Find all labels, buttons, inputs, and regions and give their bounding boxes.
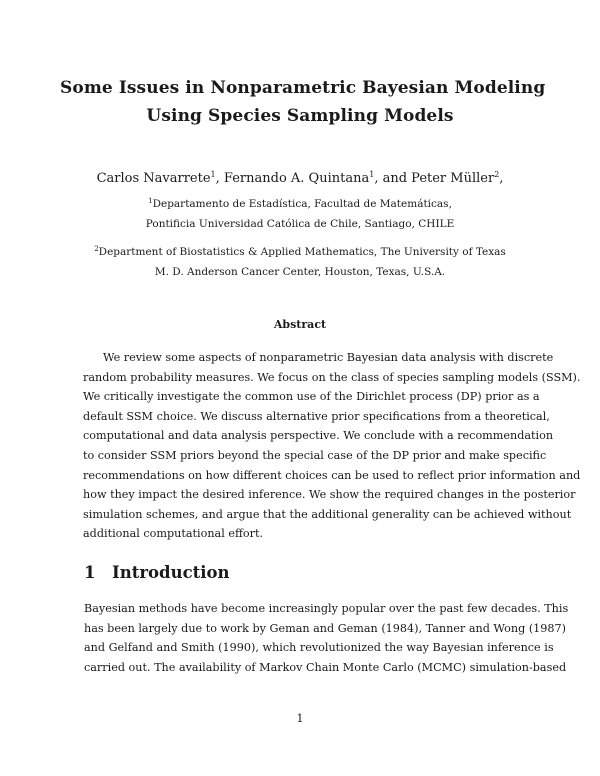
title-line-2: Using Species Sampling Models <box>146 106 454 126</box>
affiliation-1 <box>60 194 540 234</box>
author-separator: , and <box>374 171 412 186</box>
affiliation-mark: 1 <box>369 170 375 179</box>
author-name: Carlos Navarrete <box>96 171 211 186</box>
author-name: Peter Müller <box>411 171 495 186</box>
page-number: 1 <box>296 712 304 725</box>
section-number: 1 <box>84 563 96 582</box>
abstract-line: random probability measures. We focus on the class of species sampling models (SSM). <box>83 370 581 384</box>
author-separator: , <box>215 171 224 186</box>
affiliation-line: M. D. Anderson Cancer Center, Houston, Texas, U.S.A. <box>154 266 446 278</box>
introduction-body <box>84 599 569 677</box>
abstract-body <box>83 348 581 544</box>
abstract-heading: Abstract <box>273 318 327 331</box>
affiliation-mark: 1 <box>210 170 216 179</box>
affiliation-line: Pontificia Universidad Católica de Chile, Santiago, CHILE <box>145 218 455 230</box>
affiliation-mark: 1 <box>148 197 153 205</box>
abstract-line: additional computational effort. <box>83 527 264 541</box>
title-line-1: Some Issues in Nonparametric Bayesian Modeling <box>60 78 546 98</box>
affiliation-mark: 2 <box>94 245 99 253</box>
affiliation-text: Department of Biostatistics & Applied Mathematics, The University of Texas <box>98 246 506 258</box>
abstract-line: simulation schemes, and argue that the additional generality can be achieved without <box>83 507 572 521</box>
abstract-line: default SSM choice. We discuss alternative prior specifications from a theoretical, <box>83 409 550 423</box>
body-line: has been largely due to work by Geman and Geman (1984), Tanner and Wong (1987) <box>84 621 567 635</box>
author-name: Fernando A. Quintana <box>223 171 370 186</box>
section-title: Introduction <box>112 563 230 582</box>
affiliation-line <box>60 194 540 214</box>
affiliation-mark: 2 <box>494 170 500 179</box>
abstract-line: how they impact the desired inference. We show the required changes in the posterior <box>83 488 576 502</box>
author-list <box>60 171 540 186</box>
affiliation-text: Departamento de Estadística, Facultad de Matemáticas, <box>152 198 452 210</box>
abstract-line: recommendations on how different choices can be used to reflect prior information and <box>83 468 581 482</box>
abstract-line: We review some aspects of nonparametric Bayesian data analysis with discrete <box>103 351 554 364</box>
affiliation-line <box>60 242 540 262</box>
section-heading <box>84 563 230 582</box>
body-line: Bayesian methods have become increasingly popular over the past few decades. This <box>84 602 569 615</box>
abstract-line: to consider SSM priors beyond the special case of the DP prior and make specific <box>83 448 547 462</box>
author-separator: , <box>499 171 504 186</box>
paper-title <box>60 74 546 130</box>
body-line: and Gelfand and Smith (1990), which revolutionized the way Bayesian inference is <box>84 641 554 655</box>
body-line: carried out. The availability of Markov Chain Monte Carlo (MCMC) simulation-based <box>84 660 567 674</box>
abstract-line: We critically investigate the common use of the Dirichlet process (DP) prior as a <box>83 390 540 404</box>
abstract-line: computational and data analysis perspective. We conclude with a recommendation <box>83 429 554 443</box>
affiliation-2 <box>60 242 540 282</box>
